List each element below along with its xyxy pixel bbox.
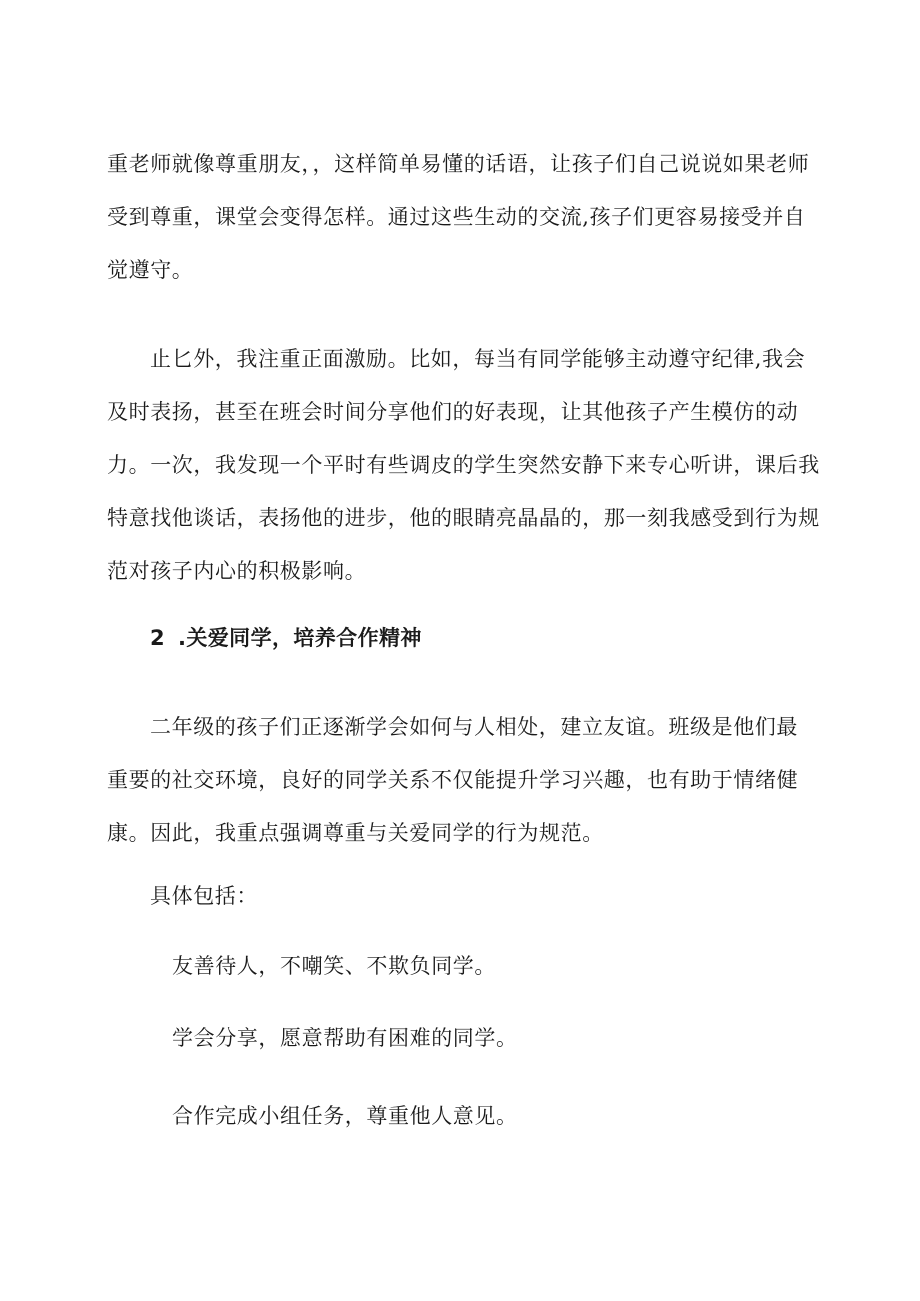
paragraph-line: 觉遵守。 [107,258,194,282]
section-title: .关爱同学，培养合作精神 [178,626,422,650]
list-item: 学会分享，愿意帮助有困难的同学。 [172,1026,518,1050]
paragraph-line: 及时表扬，甚至在班会时间分享他们的好表现，让其他孩子产生模仿的动 [107,400,799,424]
paragraph-positive-encouragement [107,333,822,598]
list-intro: 具体包括： [150,884,258,908]
paragraph-line: 重要的社交环境，良好的同学关系不仅能提升学习兴趣，也有助于情绪健 [107,768,799,792]
paragraph-respect-teacher [107,138,822,297]
section-number: 2 [150,626,166,650]
paragraph-line: 二年级的孩子们正逐渐学会如何与人相处，建立友谊。班级是他们最 [150,715,798,739]
paragraph-line: 特意找他谈话，表扬他的进步，他的眼睛亮晶晶的，那一刻我感受到行为规 [107,506,820,530]
paragraph-line: 力。一次，我发现一个平时有些调皮的学生突然安静下来专心听讲，课后我 [107,453,820,477]
list-item: 合作完成小组任务，尊重他人意见。 [172,1104,518,1128]
paragraph-line: 止匕外，我注重正面激励。比如，每当有同学能够主动遵守纪律,我会 [150,347,806,371]
paragraph-line: 重老师就像尊重朋友，，这样简单易懂的话语，让孩子们自己说说如果老师 [107,152,810,176]
paragraph-caring-classmates [107,701,822,860]
paragraph-line: 受到尊重，课堂会变得怎样。通过这些生动的交流,孩子们更容易接受并自 [107,205,806,229]
section-heading [150,618,422,658]
paragraph-line: 范对孩子内心的积极影响。 [107,559,367,583]
list-item: 友善待人，不嘲笑、不欺负同学。 [172,954,496,978]
paragraph-line: 康。因此，我重点强调尊重与关爱同学的行为规范。 [107,821,604,845]
